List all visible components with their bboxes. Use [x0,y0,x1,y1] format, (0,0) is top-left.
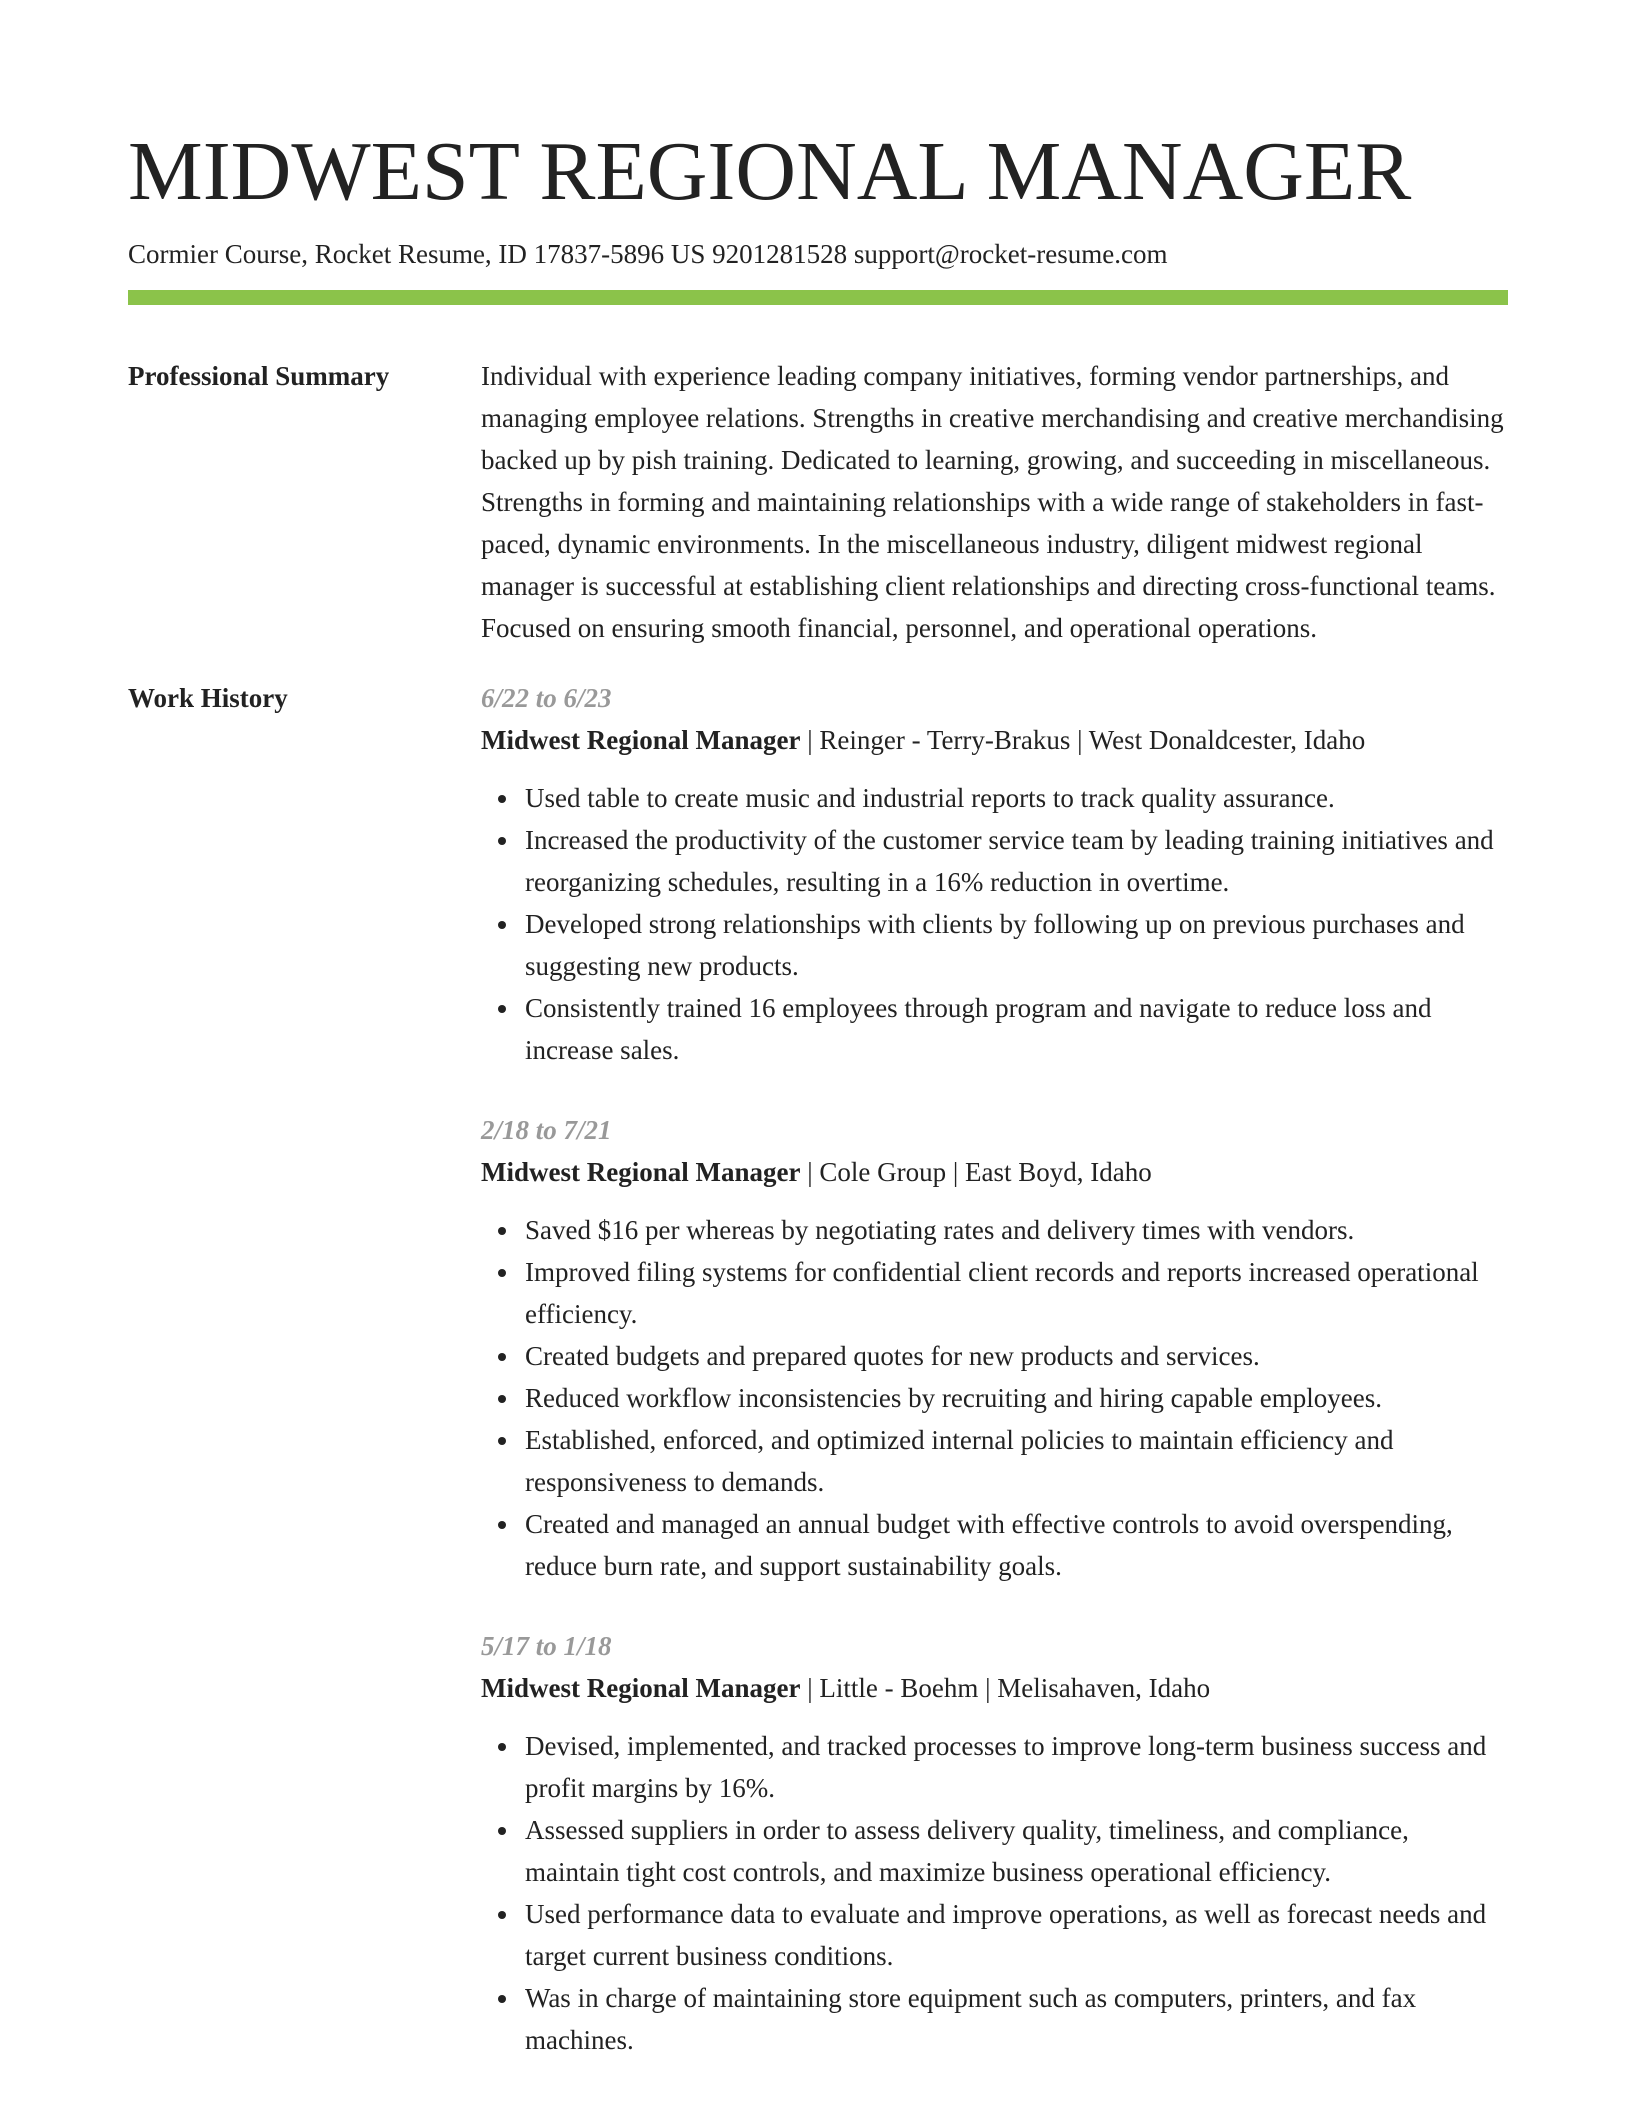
job-title-line [481,1667,1508,1709]
summary-body [481,355,1508,649]
job-title: Midwest Regional Manager [481,725,801,755]
page-title: MIDWEST REGIONAL MANAGER [128,125,1412,218]
section-label-summary: Professional Summary [128,361,390,391]
job-details: | Cole Group | East Boyd, Idaho [800,1157,1152,1187]
job-bullet-list [481,777,1508,1071]
summary-text: Individual with experience leading company initiatives, forming vendor partnerships, and managing employee relations. Strengths in creative merchandising and creative merchandising backed up by pish training. Dedicated to learning, growing, and succeeding in miscellaneous. Strengths in forming and maintaining relationships with a wide range of stakeholders in fast-paced, dynamic environments. In the miscellaneous industry, diligent midwest regional manager is successful at establishing client relationships and directing cross-functional teams. Focused on ensuring smooth financial, personnel, and operational operations. [481,361,1504,643]
job-bullet: Established, enforced, and optimized internal policies to maintain efficiency and responsiveness to demands. [525,1419,1508,1503]
job-dates: 2/18 to 7/21 [481,1115,612,1145]
job-entry [481,1109,1508,1587]
job-bullet: Was in charge of maintaining store equipment such as computers, printers, and fax machines. [525,1977,1508,2061]
job-entry [481,1625,1508,2061]
job-dates: 6/22 to 6/23 [481,683,612,713]
job-bullet: Devised, implemented, and tracked processes to improve long-term business success and profit margins by 16%. [525,1725,1508,1809]
job-bullet: Created budgets and prepared quotes for new products and services. [525,1335,1508,1377]
work-history-body [481,677,1508,2099]
job-bullet-list [481,1209,1508,1587]
accent-divider [128,290,1508,305]
job-bullet: Improved filing systems for confidential client records and reports increased operational efficiency. [525,1251,1508,1335]
job-title-line [481,719,1508,761]
job-bullet-list [481,1725,1508,2061]
job-bullet: Created and managed an annual budget with effective controls to avoid overspending, reduce burn rate, and support sustainability goals. [525,1503,1508,1587]
job-details: | Little - Boehm | Melisahaven, Idaho [800,1673,1211,1703]
job-bullet: Consistently trained 16 employees through program and navigate to reduce loss and increase sales. [525,987,1508,1071]
summary-section [128,355,1508,649]
job-bullet: Saved $16 per whereas by negotiating rates and delivery times with vendors. [525,1209,1508,1251]
section-label-work-history: Work History [128,683,288,713]
work-history-section [128,677,1508,2099]
job-dates: 5/17 to 1/18 [481,1631,612,1661]
job-title-line [481,1151,1508,1193]
job-bullet: Increased the productivity of the customer service team by leading training initiatives and reorganizing schedules, resulting in a 16% reduction in overtime. [525,819,1508,903]
job-title: Midwest Regional Manager [481,1157,801,1187]
job-bullet: Used table to create music and industrial reports to track quality assurance. [525,777,1508,819]
job-entry [481,677,1508,1071]
job-bullet: Reduced workflow inconsistencies by recruiting and hiring capable employees. [525,1377,1508,1419]
job-bullet: Developed strong relationships with clients by following up on previous purchases and suggesting new products. [525,903,1508,987]
job-bullet: Assessed suppliers in order to assess delivery quality, timeliness, and compliance, maintain tight cost controls, and maximize business operational efficiency. [525,1809,1508,1893]
job-details: | Reinger - Terry-Brakus | West Donaldcester, Idaho [800,725,1366,755]
job-title: Midwest Regional Manager [481,1673,801,1703]
job-bullet: Used performance data to evaluate and improve operations, as well as forecast needs and target current business conditions. [525,1893,1508,1977]
contact-line: Cormier Course, Rocket Resume, ID 17837-5896 US 9201281528 support@rocket-resume.com [128,239,1168,269]
